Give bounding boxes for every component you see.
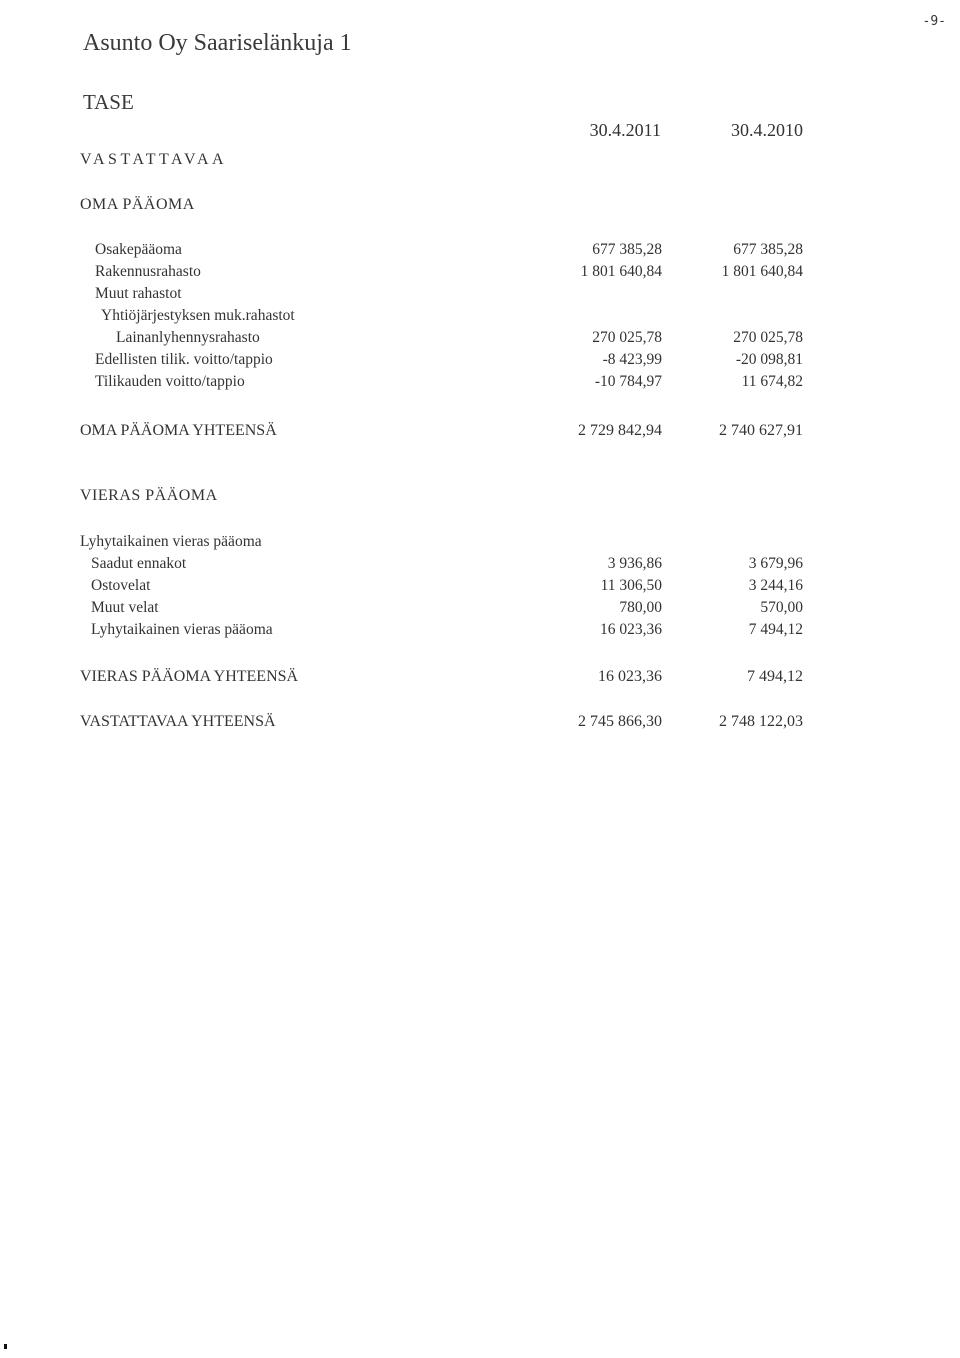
equity-heading: OMA PÄÄOMA (80, 196, 195, 213)
row-value-previous: 270 025,78 (733, 329, 803, 346)
row-label: Lyhytaikainen vieras pääoma (91, 621, 273, 638)
row-label: Lyhytaikainen vieras pääoma (80, 533, 262, 550)
total-label: OMA PÄÄOMA YHTEENSÄ (80, 422, 277, 439)
table-row (0, 285, 960, 307)
row-label: Muut velat (91, 599, 159, 616)
table-row (0, 329, 960, 351)
row-label: Rakennusrahasto (95, 263, 201, 280)
total-value-current: 16 023,36 (598, 668, 662, 685)
row-value-current: 16 023,36 (600, 621, 662, 638)
total-value-current: 2 729 842,94 (578, 422, 662, 439)
table-row (0, 599, 960, 621)
row-value-previous: 570,00 (760, 599, 803, 616)
table-row (0, 263, 960, 285)
liabilities-heading: VIERAS PÄÄOMA (80, 487, 218, 504)
date-current: 30.4.2011 (589, 120, 661, 140)
company-name: Asunto Oy Saariselänkuja 1 (83, 30, 352, 56)
table-row (0, 241, 960, 263)
grand-total-value-previous: 2 748 122,03 (719, 713, 803, 730)
table-row (0, 577, 960, 599)
table-row (0, 307, 960, 329)
row-label: Edellisten tilik. voitto/tappio (95, 351, 273, 368)
liabilities-total-row (0, 668, 960, 690)
row-value-current: 270 025,78 (592, 329, 662, 346)
row-label: Yhtiöjärjestyksen muk.rahastot (101, 307, 295, 324)
row-value-current: 3 936,86 (607, 555, 662, 572)
scan-mark (4, 1344, 7, 1349)
row-value-previous: -20 098,81 (735, 351, 803, 368)
table-row (0, 533, 960, 555)
document-title: TASE (83, 90, 134, 114)
table-row (0, 621, 960, 643)
row-value-current: 780,00 (619, 599, 662, 616)
row-label: Saadut ennakot (91, 555, 187, 572)
row-label: Lainanlyhennysrahasto (116, 329, 260, 346)
row-value-current: 1 801 640,84 (580, 263, 662, 280)
total-value-previous: 2 740 627,91 (719, 422, 803, 439)
table-row (0, 373, 960, 395)
date-previous: 30.4.2010 (731, 120, 803, 140)
row-value-previous: 3 679,96 (748, 555, 803, 572)
grand-total-value-current: 2 745 866,30 (578, 713, 662, 730)
row-label: Ostovelat (91, 577, 151, 594)
row-label: Muut rahastot (95, 285, 182, 302)
row-label: Osakepääoma (95, 241, 182, 258)
row-value-previous: 7 494,12 (748, 621, 803, 638)
row-value-previous: 677 385,28 (733, 241, 803, 258)
table-row (0, 555, 960, 577)
equity-total-row (0, 422, 960, 444)
row-value-current: 677 385,28 (592, 241, 662, 258)
total-label: VIERAS PÄÄOMA YHTEENSÄ (80, 668, 299, 685)
row-value-current: 11 306,50 (600, 577, 662, 594)
section-heading-assets: VASTATTAVAA (80, 151, 228, 168)
total-value-previous: 7 494,12 (747, 668, 803, 685)
page-number: -9- (922, 14, 946, 29)
row-value-current: -10 784,97 (594, 373, 662, 390)
table-row (0, 351, 960, 373)
row-value-previous: 11 674,82 (741, 373, 803, 390)
row-value-previous: 1 801 640,84 (721, 263, 803, 280)
row-label: Tilikauden voitto/tappio (95, 373, 245, 390)
grand-total-row (0, 713, 960, 735)
grand-total-label: VASTATTAVAA YHTEENSÄ (80, 713, 276, 730)
row-value-previous: 3 244,16 (748, 577, 803, 594)
row-value-current: -8 423,99 (602, 351, 662, 368)
